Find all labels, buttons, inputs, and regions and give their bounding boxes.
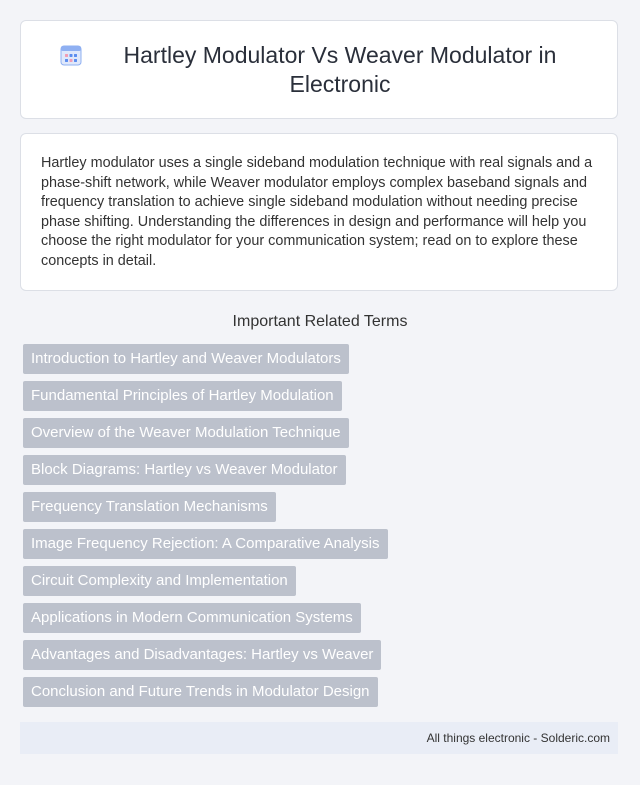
related-term[interactable]: Introduction to Hartley and Weaver Modulators — [23, 344, 349, 374]
title-row — [59, 41, 579, 99]
related-terms-list — [23, 344, 623, 714]
related-term[interactable]: Block Diagrams: Hartley vs Weaver Modulator — [23, 455, 346, 485]
page-title: Hartley Modulator Vs Weaver Modulator in Electronic — [123, 41, 557, 97]
calendar-icon — [59, 43, 83, 67]
related-term[interactable]: Applications in Modern Communication Systems — [23, 603, 361, 633]
intro-paragraph: Hartley modulator uses a single sideband modulation technique with real signals and a phase-shift network, while Weaver modulator employs complex baseband signals and frequency translation to achieve single sideband modulation without needing precise phase shifting. Understanding the differences in design and performance will help you choose the right modulator for your communication system; read on to explore these concepts in detail. — [41, 155, 593, 269]
footer — [20, 722, 618, 754]
related-term[interactable]: Fundamental Principles of Hartley Modulation — [23, 381, 342, 411]
related-term[interactable]: Advantages and Disadvantages: Hartley vs Weaver — [23, 640, 381, 670]
related-terms-heading: Important Related Terms — [232, 313, 408, 330]
related-term[interactable]: Image Frequency Rejection: A Comparative Analysis — [23, 529, 388, 559]
related-term[interactable]: Frequency Translation Mechanisms — [23, 492, 276, 522]
footer-credit: All things electronic - Solderic.com — [426, 731, 610, 745]
related-term[interactable]: Circuit Complexity and Implementation — [23, 566, 296, 596]
title-card — [20, 20, 618, 119]
intro-card — [20, 133, 618, 291]
related-term[interactable]: Overview of the Weaver Modulation Technique — [23, 418, 349, 448]
related-term[interactable]: Conclusion and Future Trends in Modulator Design — [23, 677, 378, 707]
